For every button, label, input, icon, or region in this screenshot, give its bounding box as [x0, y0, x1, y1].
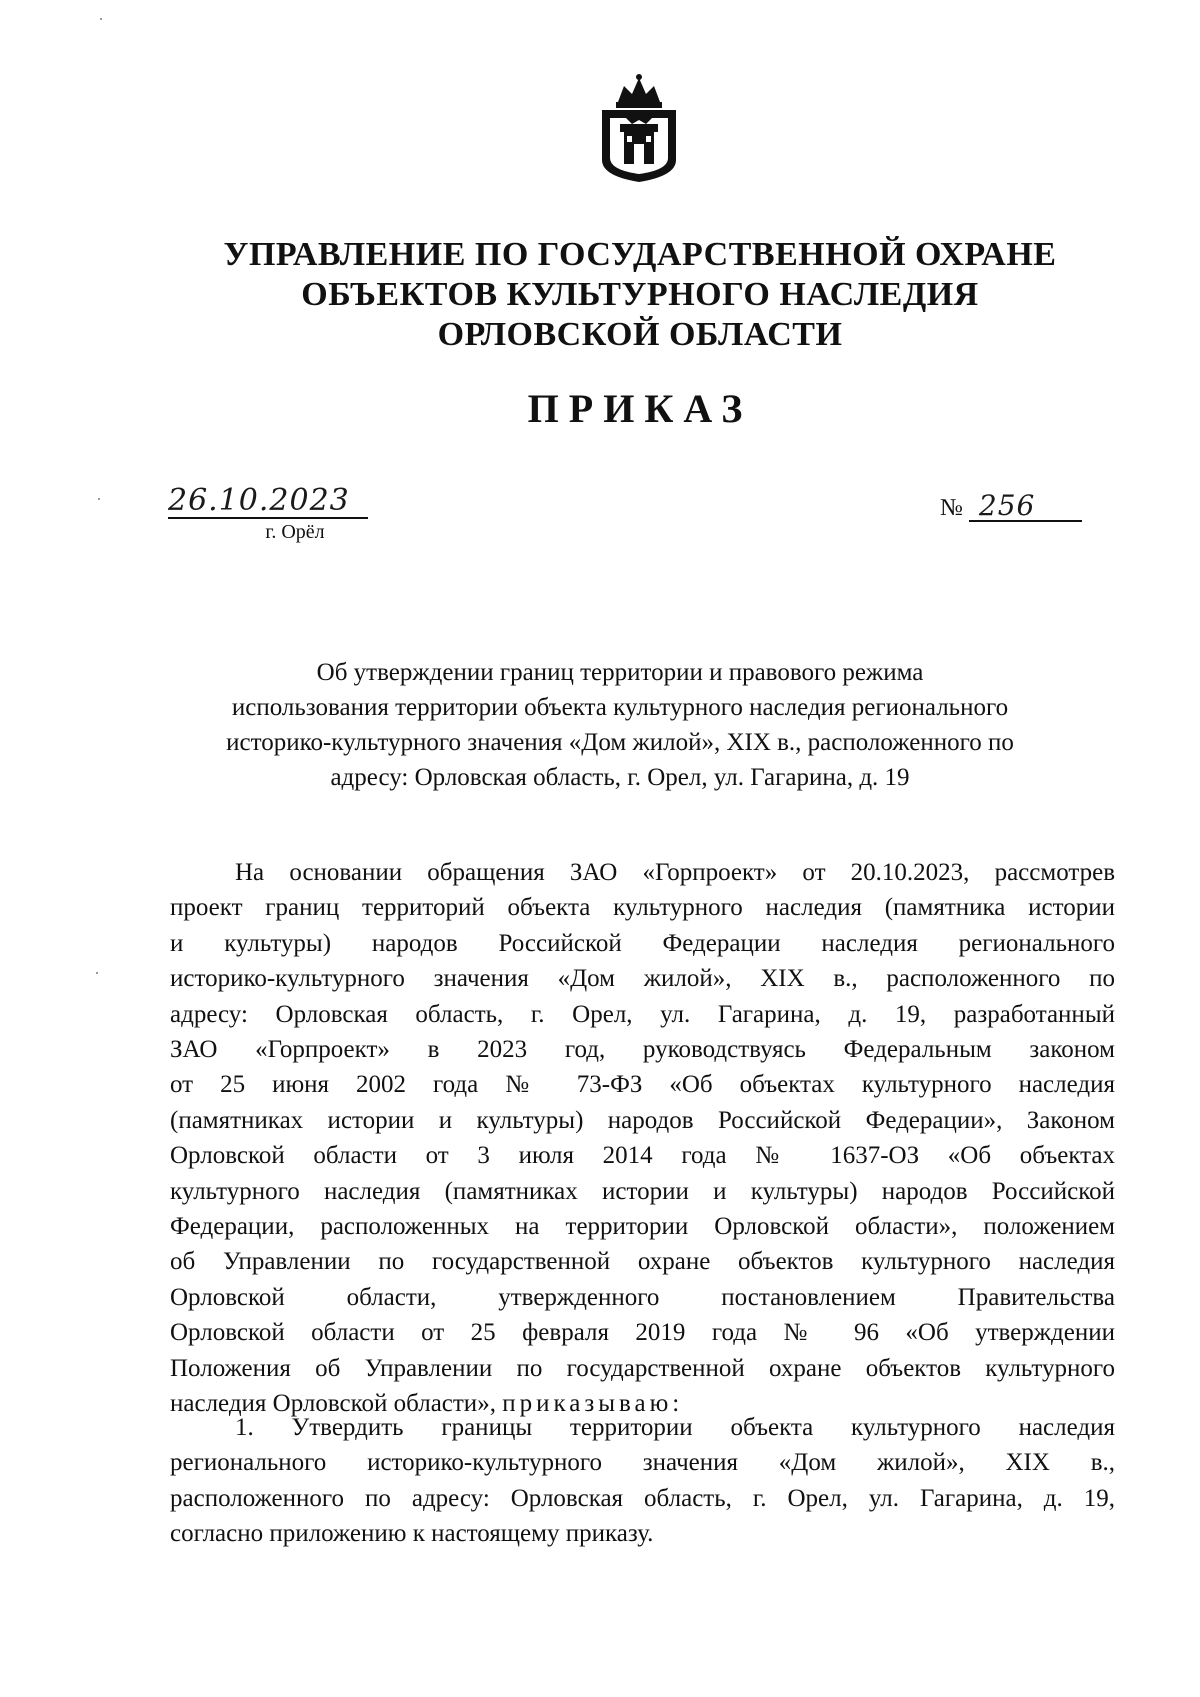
number-sign: № [940, 495, 963, 521]
paragraph-line: об Управлении по государственной охране объектов культурного наследия [170, 1248, 1115, 1276]
subject-line: адресу: Орловская область, г. Орел, ул. Гагарина, д. 19 [330, 764, 910, 791]
paragraph-line: 1. Утвердить границы территории объекта культурного наследия [235, 1414, 1115, 1441]
preamble-paragraph [170, 855, 1115, 1422]
subject-line: Об утверждении границ территории и правового режима [316, 659, 924, 686]
scan-mark [96, 972, 98, 974]
subject-line: использования территории объекта культурного наследия регионального [231, 694, 1009, 721]
date-block [168, 485, 368, 544]
paragraph-line: Орловской области, утвержденного постановлением Правительства [170, 1283, 1115, 1311]
paragraph-line: регионального историко-культурного значения «Дом жилой», XIX в., [170, 1449, 1115, 1477]
order-item-1 [170, 1410, 1115, 1552]
document-type-title: ПРИКАЗ [527, 386, 753, 431]
paragraph-line: ЗАО «Горпроект» в 2023 год, руководствуясь Федеральным законом [170, 1036, 1115, 1064]
paragraph-line: Федерации, расположенных на территории Орловской области», положением [170, 1213, 1115, 1241]
paragraph-line: культурного наследия (памятниках истории и культуры) народов Российской [170, 1177, 1115, 1205]
paragraph-line: проект границ территорий объекта культурного наследия (памятника истории [170, 894, 1115, 922]
handwritten-number: 256 [978, 489, 1036, 522]
paragraph-line: согласно приложению к настоящему приказу. [170, 1520, 654, 1548]
paragraph-line: адресу: Орловская область, г. Орел, ул. Гагарина, д. 19, разработанный [170, 1000, 1115, 1028]
date-underline [168, 485, 368, 519]
paragraph-line: историко-культурного значения «Дом жилой», XIX в., расположенного по [170, 965, 1115, 993]
paragraph-line-text: наследия Орловской области», [170, 1390, 496, 1418]
order-action-word: приказываю: [502, 1390, 684, 1418]
order-subject [160, 655, 1080, 795]
paragraph-line: Положения об Управлении по государственной охране объектов культурного [170, 1354, 1115, 1382]
scan-mark [98, 498, 100, 500]
org-line-1: УПРАВЛЕНИЕ ПО ГОСУДАРСТВЕННОЙ ОХРАНЕ [223, 236, 1057, 273]
org-line-3: ОРЛОВСКОЙ ОБЛАСТИ [437, 316, 843, 353]
handwritten-date: 26.10.2023 [168, 483, 350, 518]
subject-line: историко-культурного значения «Дом жилой», XIX в., расположенного по [226, 729, 1014, 756]
paragraph-line: На основании обращения ЗАО «Горпроект» от 20.10.2023, рассмотрев [235, 859, 1115, 886]
city-label: г. Орёл [265, 521, 325, 543]
number-underline [969, 490, 1082, 522]
order-number-block [940, 490, 1082, 522]
paragraph-line: от 25 июня 2002 года № 73-ФЗ «Об объектах культурного наследия [170, 1071, 1115, 1099]
paragraph-line: Орловской области от 25 февраля 2019 года № 96 «Об утверждении [170, 1319, 1115, 1347]
organization-name [150, 235, 1130, 355]
paragraph-line: и культуры) народов Российской Федерации наследия регионального [170, 929, 1115, 957]
scan-mark [100, 18, 102, 20]
paragraph-line: Орловской области от 3 июля 2014 года № 1637-ОЗ «Об объектах [170, 1142, 1115, 1170]
coat-of-arms-emblem [596, 72, 682, 184]
org-line-2: ОБЪЕКТОВ КУЛЬТУРНОГО НАСЛЕДИЯ [301, 276, 979, 313]
paragraph-line: (памятниках истории и культуры) народов Российской Федерации», Законом [170, 1106, 1115, 1134]
paragraph-line: расположенного по адресу: Орловская область, г. Орел, ул. Гагарина, д. 19, [170, 1484, 1115, 1512]
